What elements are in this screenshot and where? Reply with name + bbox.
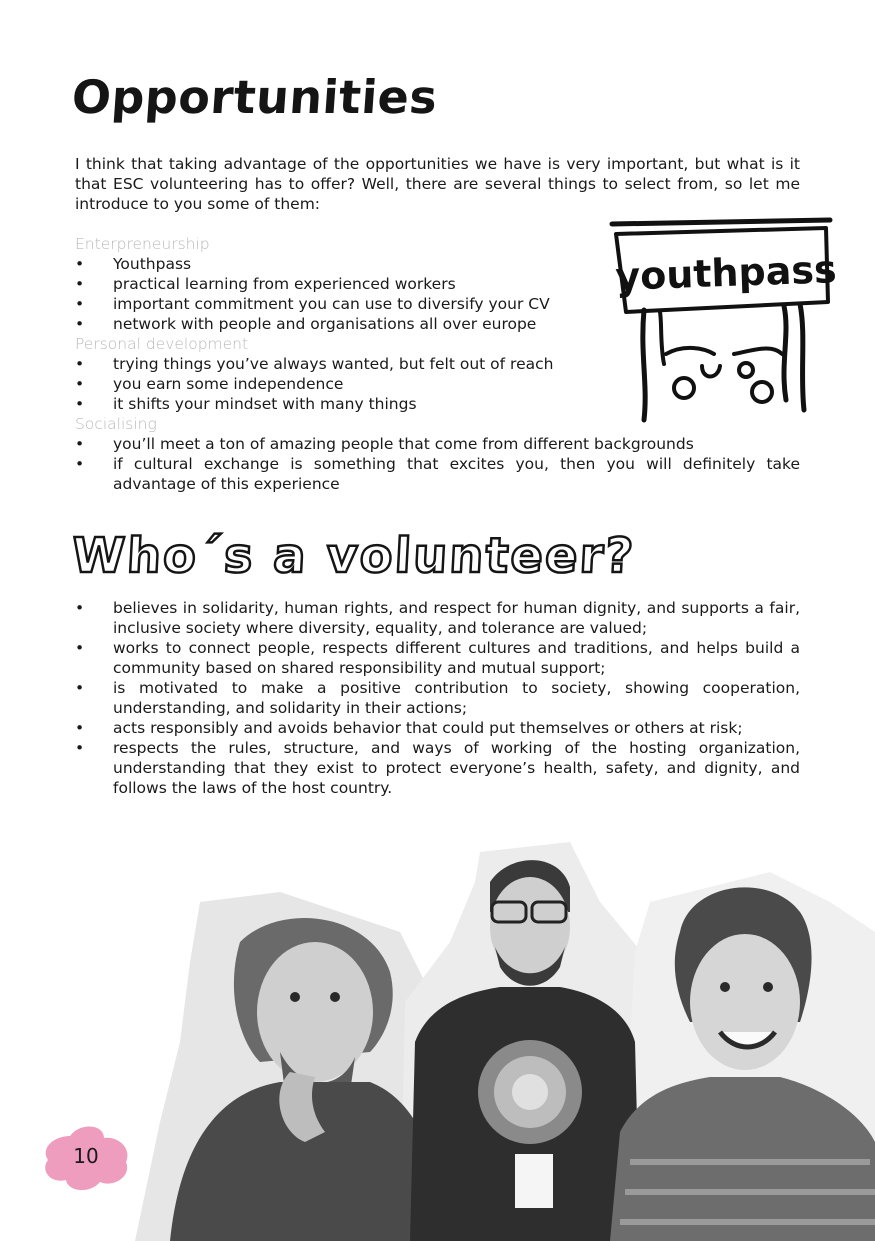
bullet: • bbox=[75, 355, 85, 373]
list-item: • Youthpass bbox=[75, 255, 192, 273]
list-item: • respects the rules, structure, and ways of working of the hosting organization, understanding that they exist to protect everyone’s health, safety, and dignity, and follows the laws of the host country. bbox=[75, 739, 800, 797]
bullet: • bbox=[75, 639, 85, 657]
bullet: • bbox=[75, 295, 85, 313]
bullet: • bbox=[75, 315, 85, 333]
list-item: • is motivated to make a positive contribution to society, showing cooperation, understanding, and solidarity in their actions; bbox=[75, 679, 800, 717]
list-item: • if cultural exchange is something that excites you, then you will definitely take advantage of this experience bbox=[75, 455, 800, 493]
bullet: • bbox=[75, 255, 85, 273]
list-item: • network with people and organisations all over europe bbox=[75, 315, 537, 333]
group-heading-socialising: Socialising bbox=[75, 415, 157, 433]
list-item: • it shifts your mindset with many things bbox=[75, 395, 417, 413]
bullet: • bbox=[75, 719, 85, 737]
list-item: • you’ll meet a ton of amazing people that come from different backgrounds bbox=[75, 435, 694, 453]
bullet: • bbox=[75, 375, 85, 393]
list-item: • important commitment you can use to diversify your CV bbox=[75, 295, 550, 313]
opportunities-intro: I think that taking advantage of the opportunities we have is very important, but what is it that ESC volunteering has to offer? Well, there are several things to select from, so let me introduce to you some of them: bbox=[75, 155, 800, 213]
page-number: 10 bbox=[73, 1144, 99, 1168]
bullet: • bbox=[75, 275, 85, 293]
youthpass-logo bbox=[604, 214, 838, 428]
group-heading-personal-development: Personal development bbox=[75, 335, 249, 353]
bullet: • bbox=[75, 455, 85, 473]
page-number-badge bbox=[40, 1122, 132, 1194]
youthpass-logo-text: youthpass bbox=[614, 247, 838, 299]
list-item: • works to connect people, respects different cultures and traditions, and helps build a community based on shared responsibility and mutual support; bbox=[75, 639, 800, 677]
bullet: • bbox=[75, 599, 85, 617]
bullet: • bbox=[75, 435, 85, 453]
volunteers-photo-collage bbox=[130, 842, 875, 1241]
opportunities-title: Opportunities bbox=[70, 70, 440, 124]
bullet: • bbox=[75, 739, 85, 757]
list-item: • practical learning from experienced workers bbox=[75, 275, 456, 293]
bullet: • bbox=[75, 679, 85, 697]
list-item: • acts responsibly and avoids behavior that could put themselves or others at risk; bbox=[75, 719, 743, 737]
list-item: • believes in solidarity, human rights, and respect for human dignity, and supports a fair, inclusive society where diversity, equality, and tolerance are valued; bbox=[75, 599, 800, 637]
list-item: • you earn some independence bbox=[75, 375, 344, 393]
list-item: • trying things you’ve always wanted, but felt out of reach bbox=[75, 355, 554, 373]
group-heading-enterpreneurship: Enterpreneurship bbox=[75, 235, 210, 253]
bullet: • bbox=[75, 395, 85, 413]
volunteer-title: Who´s a volunteer? bbox=[70, 528, 637, 584]
volunteer-list bbox=[75, 598, 800, 798]
